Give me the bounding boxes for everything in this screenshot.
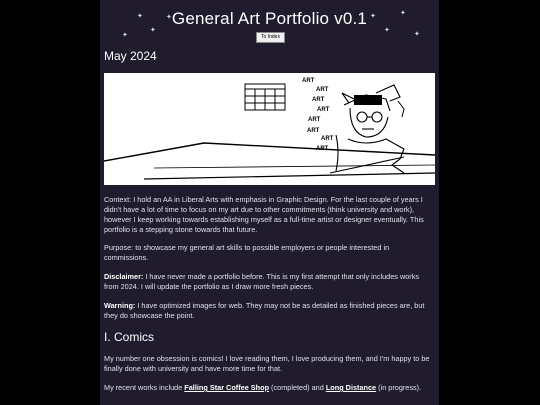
svg-text:ART: ART <box>321 136 334 142</box>
long-distance-link[interactable]: Long Distance <box>325 383 377 392</box>
site-title: General Art Portfolio v0.1 <box>171 9 368 28</box>
svg-text:ART: ART <box>312 97 325 103</box>
section-title-comics: I. Comics <box>104 330 155 344</box>
sparkle-icon: ✦ <box>122 32 128 39</box>
context-paragraph: Context: I hold an AA in Liberal Arts with emphasis in Graphic Design. For the last couple of years I didn't have a lot of time to focus on my art due to other commitments (think university and work), however I keep working towards establishing myself as a full-time artist or designer eventually. This portfolio is a stepping stone towards that future. <box>104 195 424 234</box>
falling-star-coffee-shop-link[interactable]: Falling Star Coffee Shop <box>184 383 270 392</box>
recent-works-paragraph <box>104 383 434 393</box>
sparkle-icon: ✦ <box>166 14 172 21</box>
recent-works-suffix: (in progress). <box>376 383 422 392</box>
disclaimer-text: I have never made a portfolio before. This is my first attempt that only includes works from 2024. I will update the portfolio as I draw more fresh pieces. <box>104 272 419 291</box>
section-title-may-2024: May 2024 <box>104 49 157 63</box>
to-index-button[interactable]: To Index <box>256 32 285 43</box>
header <box>100 0 439 46</box>
svg-text:ART: ART <box>307 128 320 134</box>
sparkle-icon: ✦ <box>370 13 376 20</box>
artist-drawing-illustration <box>104 73 435 185</box>
portfolio-page <box>100 0 439 405</box>
svg-text:ART: ART <box>316 146 329 152</box>
recent-works-prefix: My recent works include <box>104 383 185 392</box>
purpose-paragraph: Purpose: to showcase my general art skills to possible employers or people interested in commissions. <box>104 243 390 262</box>
svg-text:ART: ART <box>316 87 329 93</box>
disclaimer-label: Disclaimer: <box>104 272 144 281</box>
sparkle-icon: ✦ <box>137 13 143 20</box>
recent-works-mid: (completed) and <box>269 383 326 392</box>
warning-label: Warning: <box>104 301 136 310</box>
svg-text:ART: ART <box>302 78 315 84</box>
sparkle-icon: ✦ <box>414 31 420 38</box>
svg-text:ART: ART <box>308 117 321 123</box>
sparkle-icon: ✦ <box>384 27 390 34</box>
comics-intro-paragraph: My number one obsession is comics! I love reading them, I love producing them, and I'm happy to be finally done with university and have more time for that. <box>104 354 430 373</box>
sparkle-icon: ✦ <box>400 10 406 17</box>
svg-text:ART: ART <box>317 107 330 113</box>
warning-text: I have optimized images for web. They may not be as detailed as finished pieces are, but they do showcase the point. <box>104 301 425 320</box>
disclaimer-paragraph <box>104 272 434 292</box>
sparkle-icon: ✦ <box>150 27 156 34</box>
warning-paragraph <box>104 301 434 321</box>
featured-artwork <box>104 73 435 185</box>
